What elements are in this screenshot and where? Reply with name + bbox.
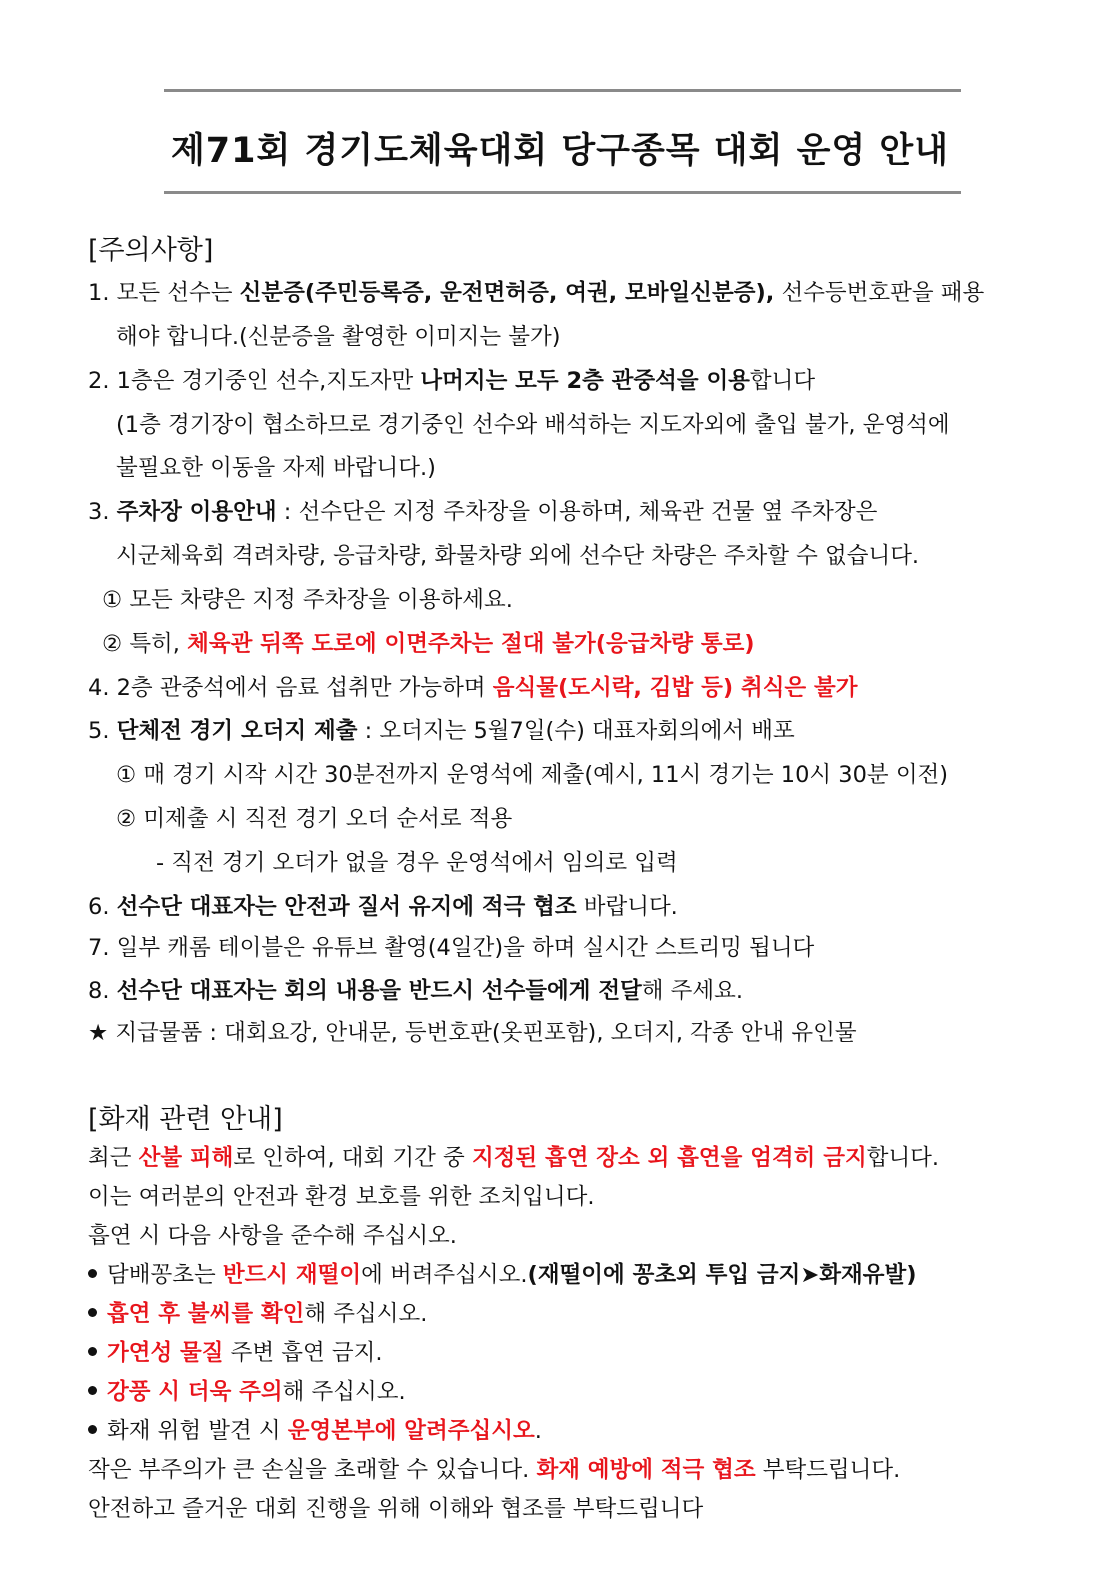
notes-item-4: 4. 2층 관중석에서 음료 섭취만 가능하며 음식물(도시락, 김밥 등) 취식은 불가 — [88, 675, 858, 701]
fire-bullet-4: 강풍 시 더욱 주의해 주십시오. — [88, 1380, 406, 1406]
notes-item-3-sub-1: ① 모든 차량은 지정 주차장을 이용하세요. — [102, 587, 513, 613]
fire-bullet-5: 화재 위험 발견 시 운영본부에 알려주십시오. — [88, 1419, 542, 1445]
fire-bullet-3: 가연성 물질 주변 흡연 금지. — [88, 1341, 383, 1367]
notes-heading: [주의사항] — [88, 235, 214, 266]
page-title: 제71회 경기도체육대회 당구종목 대회 운영 안내 — [170, 131, 950, 171]
bullet-dot-icon — [88, 1425, 97, 1434]
bullet-dot-icon — [88, 1308, 97, 1317]
bullet-dot-icon — [88, 1269, 97, 1278]
notes-item-3-sub-2: ② 특히, 체육관 뒤쪽 도로에 이면주차는 절대 불가(응급차량 통로) — [102, 631, 755, 657]
notes-item-8: 8. 선수단 대표자는 회의 내용을 반드시 선수들에게 전달해 주세요. — [88, 978, 744, 1004]
bullet-dot-icon — [88, 1386, 97, 1395]
notes-item-2-cont-1: (1층 경기장이 협소하므로 경기중인 선수와 배석하는 지도자외에 출입 불가, 운영석에 — [116, 412, 950, 438]
fire-paragraph-3: 흡연 시 다음 사항을 준수해 주십시오. — [88, 1223, 457, 1249]
fire-paragraph-1: 최근 산불 피해로 인하여, 대회 기간 중 지정된 흡연 장소 외 흡연을 엄격히 금지합니다. — [88, 1145, 940, 1171]
notes-item-1: 1. 모든 선수는 신분증(주민등록증, 운전면허증, 여권, 모바일신분증), 선수등번호판을 패용 — [88, 280, 985, 306]
notes-item-1-cont: 해야 합니다.(신분증을 촬영한 이미지는 불가) — [116, 324, 561, 350]
notes-star-supplies: ★ 지급물품 : 대회요강, 안내문, 등번호판(옷핀포함), 오더지, 각종 안내 유인물 — [88, 1020, 857, 1046]
bullet-dot-icon — [88, 1347, 97, 1356]
notes-item-5: 5. 단체전 경기 오더지 제출 : 오더지는 5월7일(수) 대표자회의에서 배포 — [88, 718, 795, 744]
title-bottom-rule — [164, 191, 961, 194]
fire-bullet-1: 담배꽁초는 반드시 재떨이에 버려주십시오.(재떨이에 꽁초외 투입 금지➤화재유발) — [88, 1263, 916, 1289]
fire-paragraph-2: 이는 여러분의 안전과 환경 보호를 위한 조치입니다. — [88, 1184, 595, 1210]
notes-item-6: 6. 선수단 대표자는 안전과 질서 유지에 적극 협조 바랍니다. — [88, 894, 678, 920]
notes-item-3: 3. 주차장 이용안내 : 선수단은 지정 주차장을 이용하며, 체육관 건물 옆 주차장은 — [88, 499, 878, 525]
notes-item-5-sub-2: ② 미제출 시 직전 경기 오더 순서로 적용 — [116, 806, 513, 832]
notes-item-2: 2. 1층은 경기중인 선수,지도자만 나머지는 모두 2층 관중석을 이용합니다 — [88, 368, 816, 394]
fire-paragraph-5: 안전하고 즐거운 대회 진행을 위해 이해와 협조를 부탁드립니다 — [88, 1496, 704, 1522]
title-top-rule — [164, 89, 961, 92]
fire-paragraph-4: 작은 부주의가 큰 손실을 초래할 수 있습니다. 화재 예방에 적극 협조 부탁드립니다. — [88, 1457, 901, 1483]
fire-bullet-2: 흡연 후 불씨를 확인해 주십시오. — [88, 1302, 427, 1328]
notes-item-3-cont: 시군체육회 격려차량, 응급차량, 화물차량 외에 선수단 차량은 주차할 수 없습니다. — [116, 543, 920, 569]
notes-item-7: 7. 일부 캐롬 테이블은 유튜브 촬영(4일간)을 하며 실시간 스트리밍 됩니다 — [88, 935, 815, 961]
notes-item-5-sub-1: ① 매 경기 시작 시간 30분전까지 운영석에 제출(예시, 11시 경기는 10시 30분 이전) — [116, 762, 949, 788]
fire-heading: [화재 관련 안내] — [88, 1104, 283, 1135]
notes-item-2-cont-2: 불필요한 이동을 자제 바랍니다.) — [116, 455, 436, 481]
notes-item-5-sub-3: - 직전 경기 오더가 없을 경우 운영석에서 임의로 입력 — [156, 850, 678, 876]
